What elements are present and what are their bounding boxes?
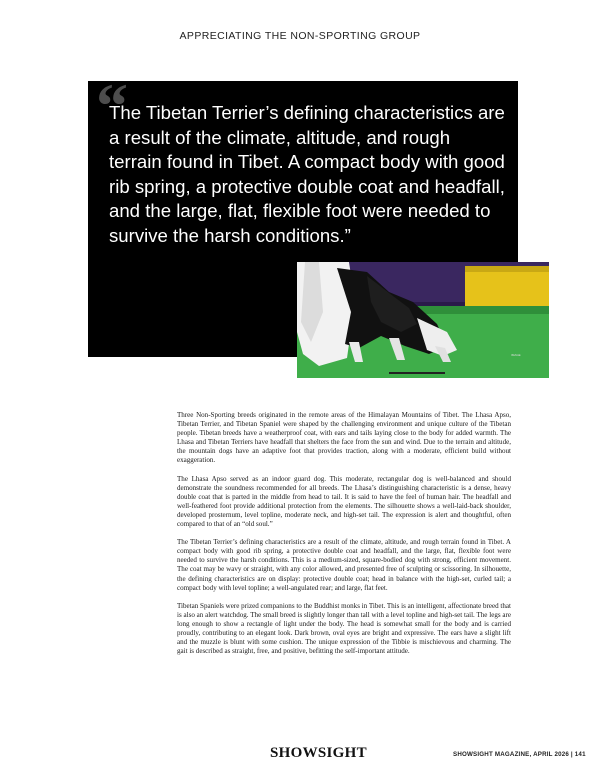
article-body	[177, 411, 511, 665]
quote-mark-icon: “	[96, 70, 128, 141]
svg-text:IMAGE: IMAGE	[511, 353, 521, 357]
article-paragraph-3: The Tibetan Terrier’s defining characteristics are a result of the climate, altitude, and rough terrain found in Tibet. A compact body with good rib spring, a protective double coat and headfall, and the large, flat, flexible foot were needed to survive the harsh conditions. This is a medium-sized, square-bodied dog with strong, efficient movement. The coat may be wavy or straight, with any color allowed, and presented free of sculpting or scissoring. In silhouette, the defining characteristics are on display: protective double coat; head in balance with the high-set, curled tail; a compact body with level topline; a well-angulated rear; and large, flat feet.	[177, 538, 511, 592]
running-head: APPRECIATING THE NON-SPORTING GROUP	[179, 30, 421, 42]
article-paragraph-2: The Lhasa Apso served as an indoor guard dog. This moderate, rectangular dog is well-balanced and should demonstrate the soundness recommended for all breeds. The Lhasa’s distinguishing characteristic is a dense, heavy double coat that is parted in the middle from head to tail. It is said to have the feel of human hair. The headfall and well-feathered foot provide additional protection from the elements. The silhouette shows a well-laid-back shoulder, developed prosternum, level topline, moderate neck, and high-set tail. The expression is alert and thoughtful, often compared to that of an “old soul.”	[177, 474, 511, 529]
article-paragraph-4: Tibetan Spaniels were prized companions to the Buddhist monks in Tibet. This is an intelligent, affectionate breed that is also an alert watchdog. The small breed is slightly longer than tall with a level topline and high-set tail. The legs are long enough to show a rectangle of light under the body. The head is somewhat small for the body and is carried proudly, contributing to an elegant look. Dark brown, oval eyes are bright and expressive. The ears have a slight lift and the muzzle is blunt with some cushion. The unique expression of the Tibbie is mischievous and charming. The gait is described as straight, free, and positive, befitting the self-important attitude.	[177, 601, 511, 656]
magazine-logo: SHOWSIGHT	[270, 745, 367, 761]
dog-show-photo	[297, 262, 549, 378]
pull-quote-text: The Tibetan Terrier’s defining characteristics are a result of the climate, altitude, and rough terrain found in Tibet. A compact body with good rib spring, a protective double coat and headfall, and the large, flat, flexible foot were needed to survive the harsh conditions.”	[109, 102, 505, 246]
dog-photo-illustration	[297, 262, 549, 378]
article-paragraph-1: Three Non-Sporting breeds originated in the remote areas of the Himalayan Mountains of Tibet. The Lhasa Apso, Tibetan Terrier, and Tibetan Spaniel were shaped by the challenging environment and unique culture of the Tibetan people. Tibetan breeds have a weatherproof coat, with ears and tails laying close to the body for added warmth. The Lhasa and Tibetan Terriers have headfall that shelters the face from the sun and wind. Due to the terrain and altitude, the mountain dogs have an adaptive foot that provides traction, along with a moderate, efficient build without exaggeration.	[177, 411, 511, 465]
issue-page-number: SHOWSIGHT MAGAZINE, APRIL 2026 | 141	[453, 751, 586, 758]
